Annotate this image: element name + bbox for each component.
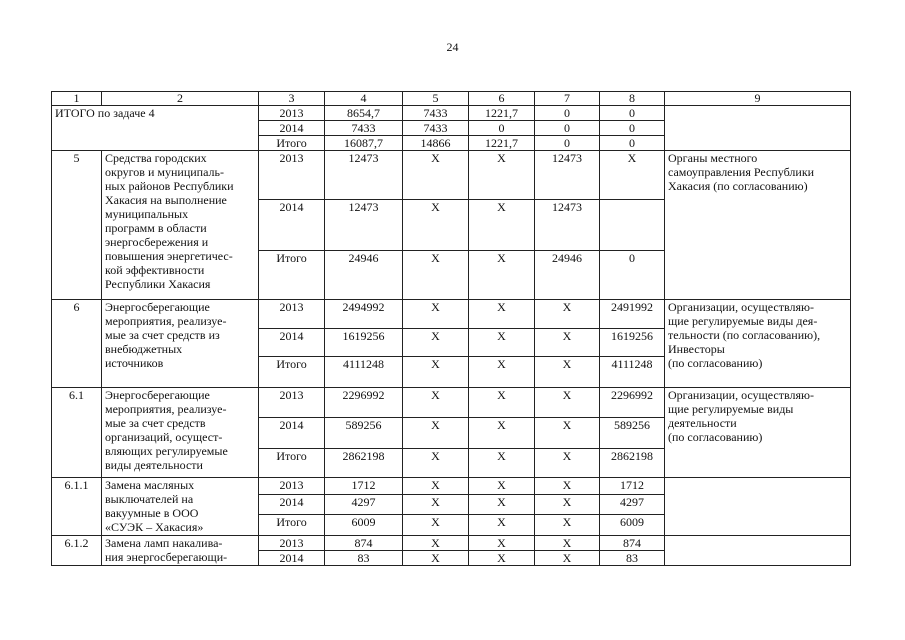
responsible-org: Организации, осуществляю- щие регулируемые виды деятельности (по согласованию) [665, 388, 851, 478]
value-cell: 589256 [325, 418, 403, 449]
item-number: 5 [52, 151, 102, 300]
value-cell: 1221,7 [469, 106, 535, 121]
item-name: Энергосберегающие мероприятия, реализуе- мые за счет средств из внебюджетных источников [102, 300, 259, 388]
header-cell: 2 [102, 92, 259, 106]
value-cell: X [469, 495, 535, 515]
header-cell: 5 [403, 92, 469, 106]
value-cell: 12473 [325, 151, 403, 200]
header-cell: 8 [600, 92, 665, 106]
value-cell: X [535, 515, 600, 536]
year-cell: 2014 [259, 418, 325, 449]
value-cell: X [469, 551, 535, 566]
value-cell: X [469, 478, 535, 495]
value-cell: X [403, 418, 469, 449]
item-name: Замена ламп накалива- ния энергосберегающи- [102, 536, 259, 566]
value-cell: X [535, 449, 600, 478]
value-cell: X [403, 388, 469, 418]
total-task-label: ИТОГО по задаче 4 [52, 106, 259, 151]
value-cell: 1712 [600, 478, 665, 495]
value-cell: 0 [600, 136, 665, 151]
value-cell: X [535, 536, 600, 551]
value-cell: X [403, 251, 469, 300]
year-cell: 2014 [259, 551, 325, 566]
value-cell: X [403, 551, 469, 566]
responsible-org [665, 478, 851, 536]
table-row [52, 151, 851, 200]
value-cell: X [469, 357, 535, 388]
value-cell: X [403, 329, 469, 357]
value-cell: 1712 [325, 478, 403, 495]
header-cell: 3 [259, 92, 325, 106]
value-cell: X [403, 151, 469, 200]
table-row [52, 106, 851, 121]
value-cell: X [403, 478, 469, 495]
value-cell: X [403, 300, 469, 329]
value-cell: 24946 [535, 251, 600, 300]
value-cell: X [469, 300, 535, 329]
value-cell: X [403, 495, 469, 515]
value-cell: X [403, 536, 469, 551]
value-cell: X [403, 200, 469, 251]
value-cell: X [535, 329, 600, 357]
year-cell: Итого [259, 357, 325, 388]
value-cell: 2491992 [600, 300, 665, 329]
value-cell: 4297 [325, 495, 403, 515]
item-number: 6.1 [52, 388, 102, 478]
value-cell: 4111248 [600, 357, 665, 388]
value-cell: 2862198 [325, 449, 403, 478]
value-cell: X [469, 449, 535, 478]
item-name: Средства городских округов и муниципаль- ных районов Республики Хакасия на выполнение муниципальных программ в области энергосбережения и повышения энергетичес- кой эффективности Республики Хакасия [102, 151, 259, 300]
table-row [52, 536, 851, 551]
value-cell: 4111248 [325, 357, 403, 388]
value-cell: X [469, 536, 535, 551]
value-cell: 7433 [325, 121, 403, 136]
value-cell: 874 [600, 536, 665, 551]
table-row [52, 300, 851, 329]
value-cell: X [469, 418, 535, 449]
page-number: 24 [446, 40, 459, 54]
value-cell: X [469, 200, 535, 251]
year-cell: 2014 [259, 121, 325, 136]
value-cell: X [535, 478, 600, 495]
value-cell: X [535, 300, 600, 329]
value-cell: X [535, 495, 600, 515]
responsible-org: Органы местного самоуправления Республики Хакасия (по согласованию) [665, 151, 851, 300]
value-cell: X [535, 418, 600, 449]
value-cell: X [600, 151, 665, 200]
value-cell: 6009 [325, 515, 403, 536]
value-cell: 8654,7 [325, 106, 403, 121]
year-cell: 2013 [259, 300, 325, 329]
item-number: 6 [52, 300, 102, 388]
value-cell: X [535, 388, 600, 418]
year-cell: 2013 [259, 478, 325, 495]
year-cell: 2014 [259, 200, 325, 251]
value-cell [600, 200, 665, 251]
year-cell: Итого [259, 515, 325, 536]
value-cell: 83 [325, 551, 403, 566]
year-cell: Итого [259, 251, 325, 300]
value-cell: 7433 [403, 106, 469, 121]
responsible-org [665, 536, 851, 566]
item-number: 6.1.1 [52, 478, 102, 536]
value-cell: X [535, 357, 600, 388]
program-table [51, 91, 851, 566]
value-cell: X [469, 251, 535, 300]
value-cell: X [469, 515, 535, 536]
header-cell: 6 [469, 92, 535, 106]
value-cell: X [403, 449, 469, 478]
responsible-org: Организации, осуществляю- щие регулируемые виды дея- тельности (по согласованию), Инвесторы (по согласованию) [665, 300, 851, 388]
value-cell: 12473 [325, 200, 403, 251]
value-cell: 2862198 [600, 449, 665, 478]
value-cell: 24946 [325, 251, 403, 300]
value-cell: 589256 [600, 418, 665, 449]
value-cell: 0 [535, 106, 600, 121]
value-cell: 7433 [403, 121, 469, 136]
year-cell: 2013 [259, 151, 325, 200]
value-cell: 2296992 [600, 388, 665, 418]
value-cell: 4297 [600, 495, 665, 515]
value-cell: 14866 [403, 136, 469, 151]
value-cell: 0 [600, 121, 665, 136]
value-cell: 874 [325, 536, 403, 551]
value-cell: 1619256 [600, 329, 665, 357]
year-cell: 2013 [259, 536, 325, 551]
table-row [52, 388, 851, 418]
value-cell: X [469, 388, 535, 418]
value-cell: 0 [535, 121, 600, 136]
value-cell: 1619256 [325, 329, 403, 357]
header-cell: 4 [325, 92, 403, 106]
value-cell: 12473 [535, 151, 600, 200]
value-cell: 6009 [600, 515, 665, 536]
year-cell: 2014 [259, 495, 325, 515]
value-cell: 83 [600, 551, 665, 566]
year-cell: Итого [259, 136, 325, 151]
value-cell: X [403, 515, 469, 536]
value-cell: 16087,7 [325, 136, 403, 151]
value-cell: X [469, 329, 535, 357]
value-cell: 12473 [535, 200, 600, 251]
year-cell: 2013 [259, 388, 325, 418]
org-cell [665, 106, 851, 151]
header-cell: 1 [52, 92, 102, 106]
value-cell: X [535, 551, 600, 566]
header-cell: 9 [665, 92, 851, 106]
item-number: 6.1.2 [52, 536, 102, 566]
table-row [52, 478, 851, 495]
header-row [52, 92, 851, 106]
header-cell: 7 [535, 92, 600, 106]
value-cell: 0 [535, 136, 600, 151]
value-cell: 2494992 [325, 300, 403, 329]
value-cell: X [403, 357, 469, 388]
year-cell: Итого [259, 449, 325, 478]
value-cell: 1221,7 [469, 136, 535, 151]
value-cell: 0 [600, 106, 665, 121]
item-name: Замена масляных выключателей на вакуумные в ООО «СУЭК – Хакасия» [102, 478, 259, 536]
value-cell: 2296992 [325, 388, 403, 418]
item-name: Энергосберегающие мероприятия, реализуе- мые за счет средств организаций, осущест- вляющих регулируемые виды деятельности [102, 388, 259, 478]
year-cell: 2013 [259, 106, 325, 121]
year-cell: 2014 [259, 329, 325, 357]
value-cell: 0 [469, 121, 535, 136]
value-cell: X [469, 151, 535, 200]
value-cell: 0 [600, 251, 665, 300]
